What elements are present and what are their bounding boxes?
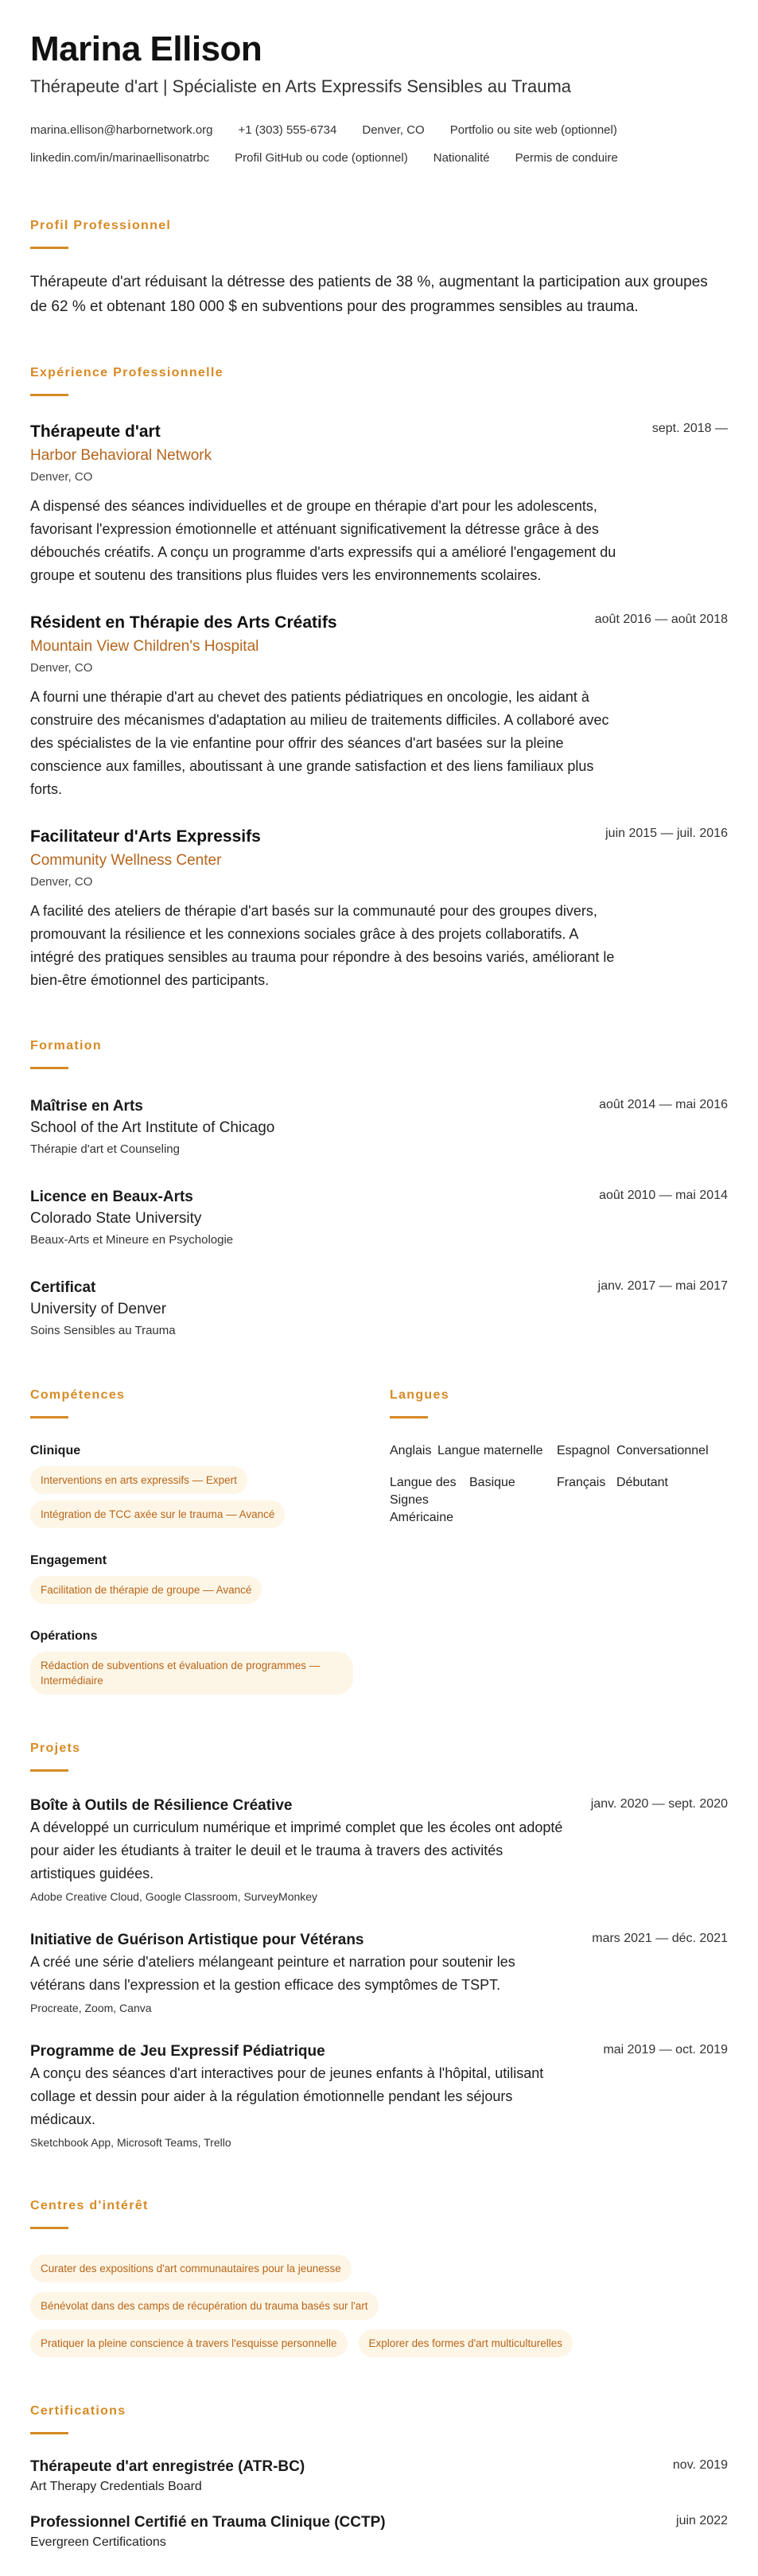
education-dates: août 2014 — mai 2016 — [599, 1098, 728, 1111]
language-name: Langue des Signes Américaine — [390, 1476, 457, 1524]
education-dates: août 2010 — mai 2014 — [599, 1189, 728, 1202]
education-dates: janv. 2017 — mai 2017 — [597, 1279, 728, 1293]
project-description: A créé une série d'ateliers mélangeant peinture et narration pour soutenir les vétérans dans l'expression et la gestion efficace des symptômes de TSPT. — [30, 1954, 515, 1993]
section-title: Expérience Professionnelle — [30, 366, 224, 379]
project-tools: Sketchbook App, Microsoft Teams, Trello — [30, 2136, 231, 2149]
contact-driving-license: Permis de conduire — [515, 151, 618, 165]
languages-grid — [390, 1442, 728, 1527]
field-of-study: Thérapie d'art et Counseling — [30, 1142, 180, 1156]
language-level: Basique — [469, 1476, 515, 1489]
certification-issuer: Art Therapy Credentials Board — [30, 2480, 202, 2493]
project-item — [30, 2041, 728, 2152]
certification-date: nov. 2019 — [672, 2458, 728, 2472]
interests-section — [30, 2198, 728, 2357]
skill-group — [30, 1628, 390, 1695]
section-title: Projets — [30, 1741, 81, 1755]
certification-item — [30, 2457, 728, 2496]
employer: Community Wellness Center — [30, 852, 222, 869]
experience-item — [30, 825, 728, 992]
section-divider — [390, 1416, 428, 1418]
interest-chip: Curater des expositions d'art communautaires pour la jeunesse — [30, 2255, 352, 2282]
contact-phone[interactable]: +1 (303) 555-6734 — [238, 123, 337, 137]
project-dates: mars 2021 — déc. 2021 — [592, 1932, 728, 1945]
job-description: A facilité des ateliers de thérapie d'art basés sur la communauté pour des groupes divers, promouvant la résilience et les connexions sociales grâce à des projets collaboratifs. A intégré des pratiques sensibles au trauma pour répondre à des besoins variés, améliorant le bien-être émotionnel des participants. — [30, 903, 615, 988]
section-title: Langues — [390, 1388, 449, 1402]
skill-group — [30, 1442, 390, 1528]
job-location: Denver, CO — [30, 661, 93, 675]
project-dates: janv. 2020 — sept. 2020 — [590, 1797, 728, 1811]
field-of-study: Soins Sensibles au Trauma — [30, 1324, 176, 1337]
language-level: Langue maternelle — [437, 1444, 543, 1457]
section-divider — [30, 394, 68, 396]
certification-item — [30, 2512, 728, 2552]
section-divider — [30, 1067, 68, 1069]
section-title: Formation — [30, 1039, 102, 1053]
school: University of Denver — [30, 1301, 167, 1317]
summary-section — [30, 218, 728, 319]
contact-info — [30, 116, 728, 172]
skills-languages-row — [30, 1387, 728, 1695]
projects-section — [30, 1741, 728, 2152]
job-location: Denver, CO — [30, 875, 93, 889]
languages-section — [390, 1387, 728, 1695]
project-description: A développé un curriculum numérique et imprimé complet que les écoles ont adopté pour aider les étudiants à traiter le deuil et le trauma à travers des activités artistiques guidées. — [30, 1819, 563, 1881]
summary-text: Thérapeute d'art réduisant la détresse des patients de 38 %, augmentant la participation aux groupes de 62 % et obtenant 180 000 $ en subventions pour des programmes sensibles au trauma. — [30, 274, 708, 315]
certification-issuer: Evergreen Certifications — [30, 2535, 166, 2549]
skill-chips — [30, 1460, 390, 1528]
project-description: A conçu des séances d'art interactives pour de jeunes enfants à l'hôpital, utilisant collage et dessin pour aider à la régulation émotionnelle pendant les séjours médicaux. — [30, 2065, 544, 2127]
skill-chip: Intégration de TCC axée sur le trauma — Avancé — [30, 1500, 285, 1528]
experience-item — [30, 611, 728, 801]
interest-chips — [30, 2245, 728, 2357]
language-name: Espagnol — [557, 1444, 610, 1457]
project-dates: mai 2019 — oct. 2019 — [603, 2043, 728, 2057]
skill-chips — [30, 1570, 390, 1604]
degree: Maîtrise en Arts — [30, 1098, 143, 1115]
contact-email[interactable]: marina.ellison@harbornetwork.org — [30, 123, 213, 137]
language-name: Français — [557, 1476, 606, 1489]
project-item — [30, 1796, 728, 1906]
job-title: Résident en Thérapie des Arts Créatifs — [30, 613, 337, 632]
project-tools: Procreate, Zoom, Canva — [30, 2002, 152, 2014]
employer: Harbor Behavioral Network — [30, 447, 212, 464]
candidate-name: Marina Ellison — [30, 29, 262, 68]
certification-date: juin 2022 — [676, 2514, 728, 2527]
project-name: Initiative de Guérison Artistique pour Vétérans — [30, 1932, 364, 1948]
education-item — [30, 1096, 728, 1160]
school: School of the Art Institute of Chicago — [30, 1119, 275, 1136]
certifications-section — [30, 2403, 728, 2552]
section-divider — [30, 2227, 68, 2229]
skill-chip: Rédaction de subventions et évaluation de programmes — Intermédiaire — [30, 1652, 353, 1695]
section-title: Compétences — [30, 1388, 126, 1402]
certification-name: Thérapeute d'art enregistrée (ATR-BC) — [30, 2458, 305, 2475]
job-description: A fourni une thérapie d'art au chevet des patients pédiatriques en oncologie, les aidant à construire des mécanismes d'adaptation au milieu de traitements difficiles. A collaboré avec des spécialistes de la vie enfantine pour offrir des séances d'art basées sur la pleine conscience aux familles, aboutissant à une grande satisfaction et des liens familiaux plus forts. — [30, 689, 609, 797]
skill-chip: Facilitation de thérapie de groupe — Avancé — [30, 1576, 262, 1604]
headline: Thérapeute d'art | Spécialiste en Arts Expressifs Sensibles au Trauma — [30, 76, 572, 96]
job-title: Facilitateur d'Arts Expressifs — [30, 827, 261, 846]
section-divider — [30, 1769, 68, 1772]
contact-nationality: Nationalité — [433, 151, 490, 165]
contact-location: Denver, CO — [362, 123, 425, 137]
certification-name: Professionnel Certifié en Trauma Clinique (CCTP) — [30, 2514, 386, 2531]
job-location: Denver, CO — [30, 470, 93, 484]
skills-section — [30, 1387, 390, 1695]
degree: Certificat — [30, 1279, 96, 1296]
field-of-study: Beaux-Arts et Mineure en Psychologie — [30, 1233, 234, 1247]
resume-header — [30, 29, 728, 172]
language-name: Anglais — [390, 1444, 432, 1457]
degree: Licence en Beaux-Arts — [30, 1189, 193, 1205]
job-dates: juin 2015 — juil. 2016 — [605, 827, 728, 840]
interest-chip: Pratiquer la pleine conscience à travers l'esquisse personnelle — [30, 2329, 348, 2357]
education-section — [30, 1038, 728, 1341]
skill-chip: Interventions en arts expressifs — Expert — [30, 1466, 247, 1494]
experience-section — [30, 365, 728, 992]
contact-github[interactable]: Profil GitHub ou code (optionnel) — [235, 151, 408, 165]
language-level: Débutant — [616, 1476, 668, 1489]
project-item — [30, 1930, 728, 2018]
job-title: Thérapeute d'art — [30, 422, 161, 441]
section-title: Certifications — [30, 2404, 126, 2418]
job-dates: sept. 2018 — — [651, 422, 728, 435]
education-item — [30, 1278, 728, 1341]
education-item — [30, 1187, 728, 1251]
contact-linkedin[interactable]: linkedin.com/in/marinaellisonatrbc — [30, 151, 210, 165]
skill-group-title: Engagement — [30, 1554, 107, 1567]
project-tools: Adobe Creative Cloud, Google Classroom, SurveyMonkey — [30, 1890, 318, 1903]
job-description: A dispensé des séances individuelles et de groupe en thérapie d'art pour les adolescents, favorisant l'expression émotionnelle et atténuant significativement la détresse grâce à des débouchés créatifs. A conçu un programme d'arts expressifs qui a amélioré l'engagement du groupe et soutenu des transitions plus fluides vers les environnements scolaires. — [30, 498, 616, 583]
interest-chip: Explorer des formes d'art multiculturelles — [359, 2329, 573, 2357]
skill-group-title: Clinique — [30, 1444, 81, 1457]
contact-portfolio[interactable]: Portfolio ou site web (optionnel) — [449, 123, 617, 137]
interest-chip: Bénévolat dans des camps de récupération du trauma basés sur l'art — [30, 2292, 379, 2320]
language-level: Conversationnel — [616, 1444, 709, 1457]
employer: Mountain View Children's Hospital — [30, 638, 259, 655]
experience-item — [30, 420, 728, 587]
project-name: Programme de Jeu Expressif Pédiatrique — [30, 2043, 325, 2060]
project-name: Boîte à Outils de Résilience Créative — [30, 1797, 293, 1814]
section-title: Profil Professionnel — [30, 219, 172, 232]
skill-group-title: Opérations — [30, 1629, 98, 1643]
school: Colorado State University — [30, 1210, 202, 1227]
section-title: Centres d'intérêt — [30, 2199, 149, 2212]
section-divider — [30, 247, 68, 249]
skill-group — [30, 1552, 390, 1604]
skill-chips — [30, 1645, 390, 1695]
section-divider — [30, 1416, 68, 1418]
job-dates: août 2016 — août 2018 — [594, 613, 728, 626]
section-divider — [30, 2432, 68, 2434]
